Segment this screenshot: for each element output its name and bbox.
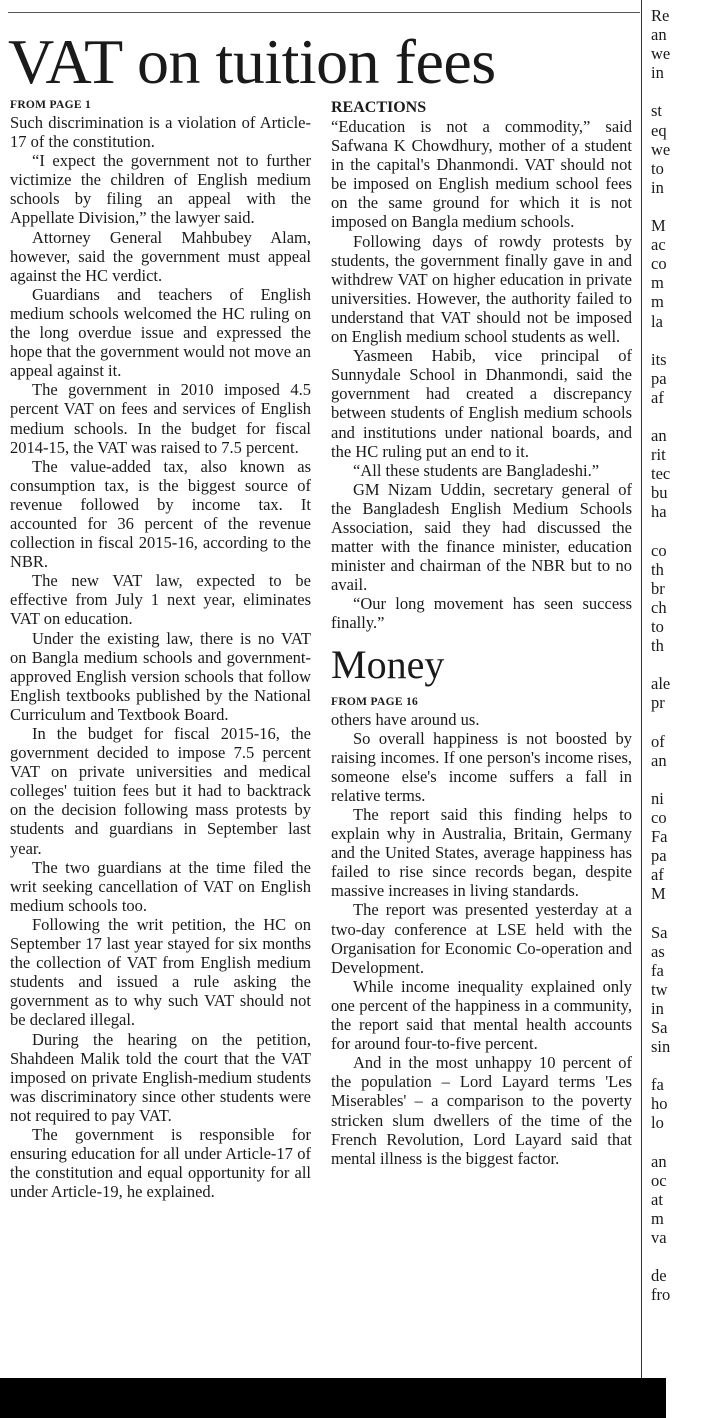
column-divider-rule [641, 0, 642, 1378]
clipped-line-gap [651, 522, 711, 541]
clipped-line-fragment: M [651, 884, 666, 904]
article-paragraph: Attorney General Mahbubey Alam, however, said the government must appeal against the HC verdict. [10, 227, 311, 285]
clipped-line-fragment: an [651, 750, 667, 770]
clipped-line-fragment: ale [651, 674, 671, 694]
top-rule [8, 12, 640, 13]
article-paragraph: So overall happiness is not boosted by raising incomes. If one person's income rises, someone else's income suffers a fall in relative terms. [331, 728, 632, 805]
clipped-line-fragment: an [651, 25, 667, 45]
article-paragraph: Following the writ petition, the HC on September 17 last year stayed for six months the collection of VAT from English medium students and issued a rule asking the government as to why such VAT should not be declared illegal. [10, 914, 311, 1030]
clipped-line-fragment: M [651, 216, 666, 236]
clipped-line-gap [651, 903, 711, 922]
article-paragraph: The two guardians at the time filed the writ seeking cancellation of VAT on English medium schools too. [10, 857, 311, 915]
clipped-line-fragment: of [651, 731, 665, 751]
clipped-line-fragment: fa [651, 960, 664, 980]
clipped-line-fragment: ac [651, 235, 666, 255]
clipped-line-fragment: Sa [651, 1017, 668, 1037]
clipped-line-fragment: Sa [651, 922, 668, 942]
clipped-line-fragment: m [651, 1208, 664, 1228]
article-paragraph: The government in 2010 imposed 4.5 percent VAT on fees and services of English medium schools. In the budget for fiscal 2014-15, the VAT was raised to 7.5 percent. [10, 380, 311, 457]
scan-bottom-edge [0, 1378, 666, 1418]
clipped-line-gap [651, 1133, 711, 1152]
clipped-line-fragment: at [651, 1189, 663, 1209]
article-paragraph: While income inequality explained only one percent of the happiness in a community, the report said that mental health accounts for around four-to-five percent. [331, 976, 632, 1054]
clipped-line-fragment: its [651, 349, 667, 369]
clipped-line-fragment: to [651, 617, 664, 636]
clipped-line-fragment: af [651, 865, 664, 885]
clipped-line-fragment: we [651, 44, 671, 64]
article-paragraph: The government is responsible for ensuring education for all under Article-17 of the constitution and equal opportunity for all under Article-19, he explained. [10, 1124, 311, 1202]
clipped-line-fragment: in [651, 998, 664, 1018]
article-paragraph: And in the most unhappy 10 percent of the population – Lord Layard terms 'Les Miserables' – a comparison to the poverty stricken slum dwellers of the time of the French Revolution, Lord Layard said that mental illness is the biggest factor. [331, 1053, 632, 1168]
clipped-line-fragment: in [651, 177, 664, 197]
clipped-line-fragment: pa [651, 368, 667, 388]
article-paragraph: Under the existing law, there is no VAT on Bangla medium schools and government-approved English version schools that follow English textbooks published by the National Curriculum and Textbook Board. [10, 628, 311, 724]
article-paragraph: During the hearing on the petition, Shahdeen Malik told the court that the VAT imposed on private English-medium students was discriminatory since other students were not required to pay VAT. [10, 1029, 311, 1125]
article-paragraph: The value-added tax, also known as consumption tax, is the biggest source of revenue followed by income tax. It accounted for 36 percent of the revenue collection in fiscal 2015-16, according to the NBR. [10, 456, 311, 572]
article-paragraph: The report said this finding helps to explain why in Australia, Britain, Germany and the United States, average happiness has failed to rise since records began, despite massive increases in living standards. [331, 805, 632, 901]
clipped-line-fragment: pa [651, 846, 667, 866]
clipped-line-gap [651, 770, 711, 789]
subhead-reactions: REACTIONS [331, 99, 427, 116]
clipped-line-fragment: Fa [651, 827, 668, 847]
article-paragraph: “All these students are Bangladeshi.” [353, 460, 600, 480]
article-paragraph: Yasmeen Habib, vice principal of Sunnydale School in Dhanmondi, said the government had created a discrepancy between students of English medium schools and institutions under national boards, and the HC ruling put an end to it. [331, 346, 632, 461]
clipped-line-fragment: de [651, 1266, 667, 1286]
clipped-line-fragment: fa [651, 1075, 664, 1095]
clipped-line-gap [651, 82, 711, 101]
kicker-from-page-16: FROM PAGE 16 [331, 695, 419, 708]
article-paragraph: The report was presented yesterday at a two-day conference at LSE held with the Organisation for Economic Co-operation and Development. [331, 900, 632, 977]
clipped-line-fragment: to [651, 158, 664, 178]
clipped-line-fragment: an [651, 426, 667, 446]
clipped-line-gap [651, 655, 711, 674]
clipped-line-fragment: tec [651, 464, 671, 484]
article-paragraph: “Our long movement has seen success finally.” [331, 594, 632, 633]
article-paragraph: Guardians and teachers of English medium schools welcomed the HC ruling on the long overdue issue and expressed the hope that the government would not move an appeal against it. [10, 284, 311, 381]
clipped-line-fragment: in [651, 63, 664, 83]
article-paragraph: In the budget for fiscal 2015-16, the government decided to impose 7.5 percent VAT on private universities and medical colleges' tuition fees but it had to backtrack on the decision following mass protests by students and guardians in September last year. [10, 724, 311, 858]
clipped-line-fragment: ha [651, 502, 667, 522]
clipped-line-fragment: m [651, 292, 664, 312]
clipped-adjacent-column [651, 6, 711, 1304]
clipped-line-fragment: st [651, 101, 663, 121]
clipped-line-fragment: Re [651, 6, 670, 25]
clipped-line-fragment: th [651, 636, 664, 656]
clipped-line-fragment: ho [651, 1094, 668, 1114]
article-column-middle [331, 98, 632, 1168]
article-paragraph: GM Nizam Uddin, secretary general of the Bangladesh English Medium Schools Association, said they had discussed the matter with the finance minister, education minister and chairman of the NBR but to no avail. [331, 479, 632, 595]
article-paragraph: “Education is not a commodity,” said Safwana K Chowdhury, mother of a student in the capital's Dhanmondi. VAT should not be imposed on English medium school fees on the same ground for which it is not imposed on Bangla medium schools. [331, 117, 632, 232]
clipped-line-fragment: va [651, 1228, 667, 1247]
clipped-line-fragment: ni [651, 788, 664, 808]
clipped-line-fragment: rit [651, 445, 666, 465]
clipped-line-fragment: af [651, 387, 664, 407]
clipped-line-fragment: co [651, 807, 667, 827]
article-paragraph: Such discrimination is a violation of Article-17 of the constitution. [10, 113, 311, 152]
article-paragraph: “I expect the government not to further victimize the children of English medium schools by filing an appeal with the Appellate Division,” the lawyer said. [10, 151, 311, 228]
article-paragraph: Following days of rowdy protests by students, the government finally gave in and withdrew VAT on higher education in private universities. However, the authority failed to understand that VAT should not be imposed on English medium school students as well. [331, 231, 632, 347]
article-column-left [10, 98, 311, 1201]
clipped-line-fragment: co [651, 254, 667, 274]
headline-money: Money [331, 641, 445, 687]
clipped-line-fragment: ch [651, 597, 667, 617]
clipped-line-fragment: an [651, 1151, 667, 1171]
clipped-line-fragment: la [651, 311, 663, 331]
clipped-line-gap [651, 1056, 711, 1075]
clipped-line-fragment: m [651, 273, 664, 293]
clipped-line-gap [651, 1247, 711, 1266]
clipped-line-fragment: th [651, 559, 664, 579]
clipped-line-gap [651, 197, 711, 216]
clipped-line-fragment: sin [651, 1037, 671, 1057]
clipped-line-gap [651, 331, 711, 350]
clipped-line-fragment: we [651, 139, 671, 159]
clipped-line-fragment: br [651, 578, 665, 598]
article-paragraph: others have around us. [331, 709, 480, 729]
clipped-line-fragment: pr [651, 693, 665, 713]
clipped-line-fragment: as [651, 941, 665, 961]
clipped-line-gap [651, 407, 711, 426]
clipped-line-fragment: co [651, 540, 667, 560]
clipped-line-fragment: tw [651, 979, 668, 999]
clipped-line-fragment: oc [651, 1170, 667, 1190]
clipped-line-fragment: lo [651, 1113, 664, 1133]
clipped-line-fragment: fro [651, 1285, 671, 1305]
clipped-line-fragment: bu [651, 483, 668, 503]
clipped-line-fragment: eq [651, 120, 667, 140]
article-paragraph: The new VAT law, expected to be effective from July 1 next year, eliminates VAT on education. [10, 571, 311, 629]
kicker-from-page-1: FROM PAGE 1 [10, 99, 92, 111]
clipped-line-gap [651, 712, 711, 731]
headline-vat: VAT on tuition fees [8, 26, 496, 97]
